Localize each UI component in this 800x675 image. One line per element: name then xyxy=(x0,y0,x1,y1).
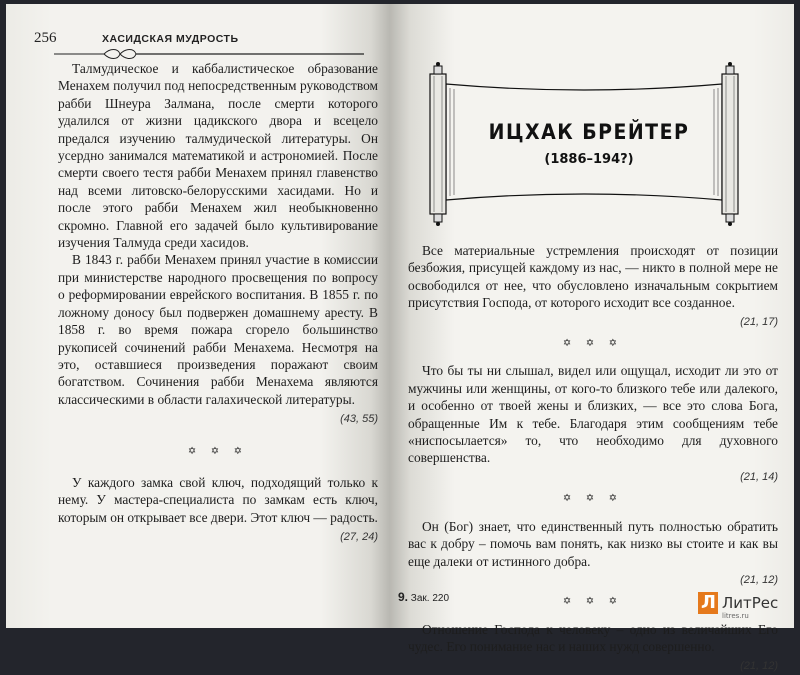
logo-letter: Л xyxy=(701,592,716,613)
source-reference: (21, 12) xyxy=(740,573,778,586)
star-separator-icon: ✡ ✡ ✡ xyxy=(562,596,624,608)
quote-paragraph: Что бы ты ни слышал, видел или ощущал, исходит ли это от мужчины или женщины, от кого-то близкого тебе или далекого, и особенно от твоей жены и близких, — все это слова Бога, обращенные Им к тебе. Благодаря этим сообщениям тебе «ниспосылается» то, что необходимо для духовного совершенства. xyxy=(408,363,778,466)
source-reference: (21, 17) xyxy=(740,315,778,328)
life-dates: (1886–194?) xyxy=(544,152,634,167)
star-separator-icon: ✡ ✡ ✡ xyxy=(562,493,624,505)
page-number: 256 xyxy=(34,30,57,46)
ornament-rule-icon xyxy=(34,48,364,60)
running-title: ХАСИДСКАЯ МУДРОСТЬ xyxy=(102,33,239,45)
scroll-icon xyxy=(414,62,754,232)
quote-paragraph: У каждого замка свой ключ, подходящий только к нему. У мастера-специалиста по замкам есть ключ, которым он открывает все двери. Этот ключ — радость. xyxy=(58,474,378,525)
signature-text: Зак. 220 xyxy=(410,593,450,604)
paragraph: Талмудическое и каббалистическое образование Менахем получил под непосредственным руководством рабби Шнеура Залмана, после смерти которого удалился от жизни цадикского двора и всецело предался изучению талмудической литературы. Он усердно занимался математикой и астрономией. После смерти своего тестя рабби Менахем принял главенство над всеми литовско-белорусскими хасидами. Но и после этого рабби Менахем жил необыкновенно скромно. Главной его задачей было культивирование изучения Талмуда среди хасидов. xyxy=(58,61,378,251)
scroll-banner xyxy=(414,62,754,232)
left-page-body xyxy=(58,60,378,547)
star-separator-icon: ✡ ✡ ✡ xyxy=(562,338,624,350)
quote-paragraph: Отношение Господа к человеку – одно из величайших Его чудес. Его понимание нас и наших нужд совершенно. xyxy=(408,621,778,655)
source-reference: (43, 55) xyxy=(340,413,378,426)
running-header xyxy=(34,30,364,56)
quote-paragraph: Он (Бог) знает, что единственный путь полностью обратить вас к добру – помочь вам понять, как низко вы стоите и как вы еще далеки от истинного добра. xyxy=(408,518,778,569)
printer-signature xyxy=(398,590,449,604)
source-reference: (21, 14) xyxy=(740,470,778,483)
signature-number: 9. xyxy=(398,590,409,604)
source-reference: (21, 12) xyxy=(740,659,778,672)
left-page xyxy=(6,4,390,628)
person-name: ИЦХАК БРЕЙТЕР xyxy=(488,120,690,144)
watermark-text: ЛитРес xyxy=(722,594,779,612)
right-page xyxy=(390,4,794,672)
star-separator-icon: ✡ ✡ ✡ xyxy=(187,445,249,457)
watermark-subtext: litres.ru xyxy=(722,612,749,620)
quote-paragraph: Все материальные устремления происходят от позиции безбожия, присущей каждому из нас, — никто в полной мере не освободился от нее, что обусловлено изначальным сокрытием присутствия Господа, от которого исходит все созданное. xyxy=(408,243,778,311)
litres-watermark xyxy=(698,592,786,626)
paragraph: В 1843 г. рабби Менахем принял участие в комиссии при министерстве народного просвещения по вопросу о реформировании еврейского воспитания. В 1855 г. по ложному доносу был подвержен домашнему аресту. В 1858 г. во время пожара сгорело большинство рукописей сочинений рабби Менахема. Несмотря на это, оставшиеся произведения поражают своим богатством. Сочинения рабби Менахема являются классическими в области галахической литературы. xyxy=(58,252,378,407)
source-reference: (27, 24) xyxy=(340,531,378,544)
litres-logo-icon xyxy=(698,592,718,614)
